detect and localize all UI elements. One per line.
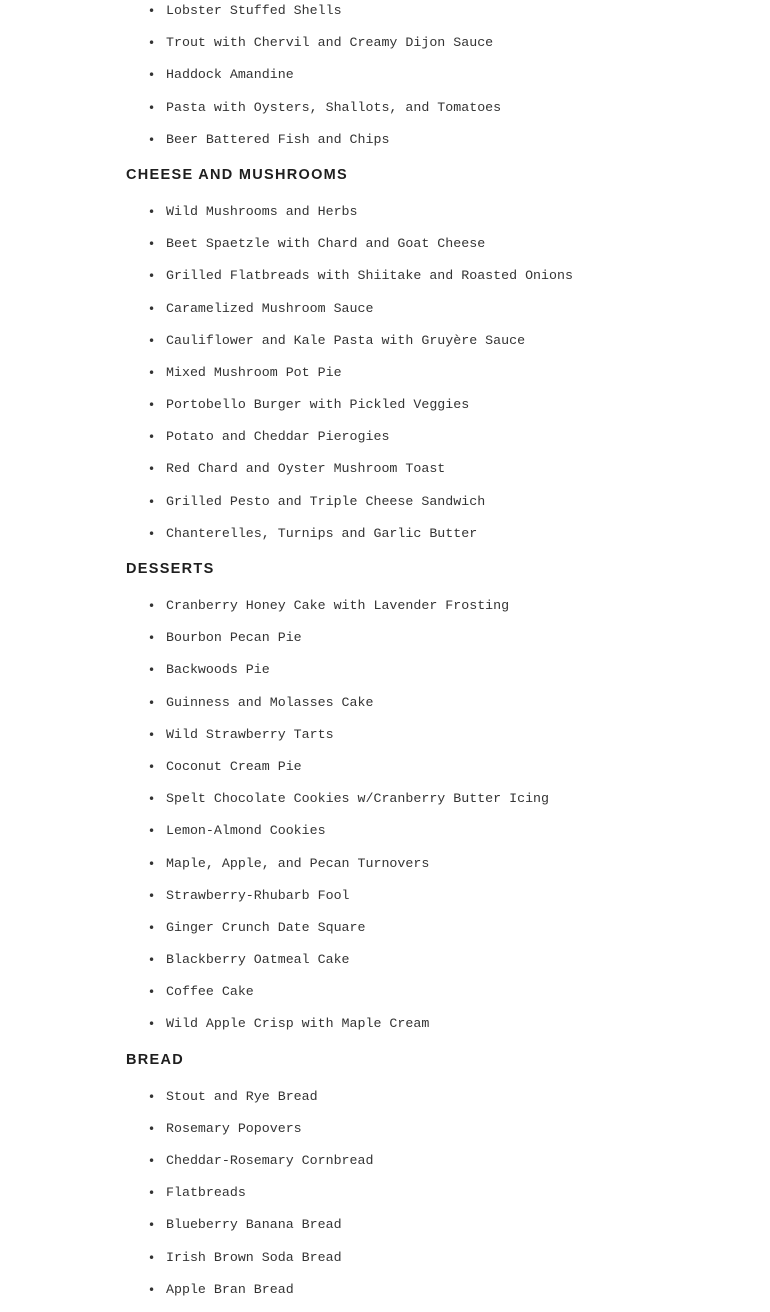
list-item xyxy=(126,260,726,292)
bullet-icon: • xyxy=(148,759,156,774)
list-item-text: Flatbreads xyxy=(166,1185,246,1201)
list-item xyxy=(126,1274,726,1306)
bullet-icon: • xyxy=(148,631,156,646)
list-item-text: Chanterelles, Turnips and Garlic Butter xyxy=(166,525,478,541)
section-heading: CHEESE AND MUSHROOMS xyxy=(126,166,349,183)
bullet-icon: • xyxy=(148,1121,156,1136)
list-item xyxy=(126,1145,726,1177)
bullet-icon: • xyxy=(148,695,156,710)
bullet-icon: • xyxy=(148,132,156,147)
list-item-text: Cranberry Honey Cake with Lavender Frosting xyxy=(166,598,510,613)
list-item-text: Ginger Crunch Date Square xyxy=(166,919,366,935)
list-item xyxy=(126,1177,726,1209)
bullet-icon: • xyxy=(148,269,156,284)
list-item xyxy=(126,453,726,485)
bullet-icon: • xyxy=(148,462,156,477)
list-item xyxy=(126,912,726,944)
list-item xyxy=(126,486,726,518)
list-item xyxy=(126,751,726,783)
list-item-text: Red Chard and Oyster Mushroom Toast xyxy=(166,461,446,477)
list-item-text: Blueberry Banana Bread xyxy=(166,1217,342,1233)
bullet-icon: • xyxy=(148,68,156,83)
list-item xyxy=(126,0,726,27)
list-item xyxy=(126,196,726,228)
list-item-text: Strawberry-Rhubarb Fool xyxy=(166,887,350,903)
list-item-text: Spelt Chocolate Cookies w/Cranberry Butter Icing xyxy=(166,791,550,807)
list-item-text: Potato and Cheddar Pierogies xyxy=(166,429,390,445)
bullet-icon: • xyxy=(148,856,156,871)
list-item xyxy=(126,944,726,976)
list-item xyxy=(126,1008,726,1040)
list-item xyxy=(126,92,726,124)
list-item xyxy=(126,1113,726,1145)
bullet-icon: • xyxy=(148,920,156,935)
bullet-icon: • xyxy=(148,1218,156,1233)
list-item xyxy=(126,293,726,325)
list-item-text: Wild Mushrooms and Herbs xyxy=(166,203,358,219)
list-item xyxy=(126,389,726,421)
bullet-icon: • xyxy=(148,1089,156,1104)
bullet-icon: • xyxy=(148,985,156,1000)
list-item xyxy=(126,228,726,260)
recipe-section xyxy=(126,0,726,156)
list-item xyxy=(126,848,726,880)
list-item xyxy=(126,719,726,751)
bullet-icon: • xyxy=(148,824,156,839)
list-item xyxy=(126,421,726,453)
recipe-list-items xyxy=(126,196,726,550)
recipe-section xyxy=(126,556,726,1041)
bullet-icon: • xyxy=(148,333,156,348)
list-item-text: Trout with Chervil and Creamy Dijon Sauce xyxy=(166,35,494,51)
recipe-section xyxy=(126,162,726,550)
bullet-icon: • xyxy=(148,36,156,51)
section-heading: BREAD xyxy=(126,1051,185,1068)
bullet-icon: • xyxy=(148,792,156,807)
list-item-text: Lobster Stuffed Shells xyxy=(166,3,342,18)
bullet-icon: • xyxy=(148,663,156,678)
list-item xyxy=(126,325,726,357)
list-item xyxy=(126,622,726,654)
list-item xyxy=(126,124,726,156)
bullet-icon: • xyxy=(148,1017,156,1032)
recipe-list-items xyxy=(126,0,726,156)
list-item-text: Wild Apple Crisp with Maple Cream xyxy=(166,1016,430,1032)
bullet-icon: • xyxy=(148,599,156,613)
list-item xyxy=(126,654,726,686)
list-item-text: Backwoods Pie xyxy=(166,662,270,678)
list-item xyxy=(126,27,726,59)
list-item-text: Beet Spaetzle with Chard and Goat Cheese xyxy=(166,236,486,252)
list-item-text: Stout and Rye Bread xyxy=(166,1088,318,1104)
bullet-icon: • xyxy=(148,727,156,742)
bullet-icon: • xyxy=(148,1154,156,1168)
list-item-text: Haddock Amandine xyxy=(166,67,294,83)
list-item-text: Wild Strawberry Tarts xyxy=(166,726,334,742)
list-item-text: Lemon-Almond Cookies xyxy=(166,823,326,839)
bullet-icon: • xyxy=(148,1186,156,1201)
list-item xyxy=(126,976,726,1008)
list-item-text: Grilled Pesto and Triple Cheese Sandwich xyxy=(166,493,486,509)
bullet-icon: • xyxy=(148,1250,156,1265)
list-item xyxy=(126,1242,726,1274)
list-item xyxy=(126,815,726,847)
list-item-text: Portobello Burger with Pickled Veggies xyxy=(166,397,470,413)
list-item-text: Caramelized Mushroom Sauce xyxy=(166,300,374,316)
list-item-text: Cheddar-Rosemary Cornbread xyxy=(166,1153,374,1168)
bullet-icon: • xyxy=(148,888,156,903)
recipe-list-items xyxy=(126,1081,726,1306)
bullet-icon: • xyxy=(148,4,156,18)
list-item xyxy=(126,1081,726,1113)
list-item-text: Cauliflower and Kale Pasta with Gruyère Sauce xyxy=(166,332,526,348)
bullet-icon: • xyxy=(148,237,156,252)
list-item-text: Rosemary Popovers xyxy=(166,1120,302,1136)
recipe-section xyxy=(126,1047,726,1306)
list-item-text: Pasta with Oysters, Shallots, and Tomatoes xyxy=(166,99,502,115)
list-item-text: Bourbon Pecan Pie xyxy=(166,630,302,646)
list-item xyxy=(126,518,726,550)
bullet-icon: • xyxy=(148,953,156,968)
list-item-text: Blackberry Oatmeal Cake xyxy=(166,952,350,968)
recipe-list xyxy=(126,0,726,1312)
list-item-text: Maple, Apple, and Pecan Turnovers xyxy=(166,855,430,871)
bullet-icon: • xyxy=(148,204,156,219)
list-item xyxy=(126,357,726,389)
list-item-text: Apple Bran Bread xyxy=(166,1281,294,1297)
bullet-icon: • xyxy=(148,494,156,509)
list-item xyxy=(126,59,726,91)
list-item xyxy=(126,783,726,815)
list-item-text: Guinness and Molasses Cake xyxy=(166,694,374,710)
list-item-text: Coffee Cake xyxy=(166,984,254,1000)
bullet-icon: • xyxy=(148,430,156,445)
bullet-icon: • xyxy=(148,100,156,115)
list-item-text: Irish Brown Soda Bread xyxy=(166,1249,342,1265)
bullet-icon: • xyxy=(148,365,156,380)
list-item-text: Coconut Cream Pie xyxy=(166,758,302,774)
list-item-text: Grilled Flatbreads with Shiitake and Roasted Onions xyxy=(166,268,573,284)
bullet-icon: • xyxy=(148,526,156,541)
list-item xyxy=(126,1209,726,1241)
section-heading: DESSERTS xyxy=(126,561,215,577)
list-item xyxy=(126,590,726,622)
list-item xyxy=(126,880,726,912)
bullet-icon: • xyxy=(148,301,156,316)
recipe-list-items xyxy=(126,590,726,1041)
bullet-icon: • xyxy=(148,1282,156,1297)
list-item xyxy=(126,687,726,719)
list-item-text: Beer Battered Fish and Chips xyxy=(166,131,390,147)
bullet-icon: • xyxy=(148,398,156,413)
list-item-text: Mixed Mushroom Pot Pie xyxy=(166,364,342,380)
